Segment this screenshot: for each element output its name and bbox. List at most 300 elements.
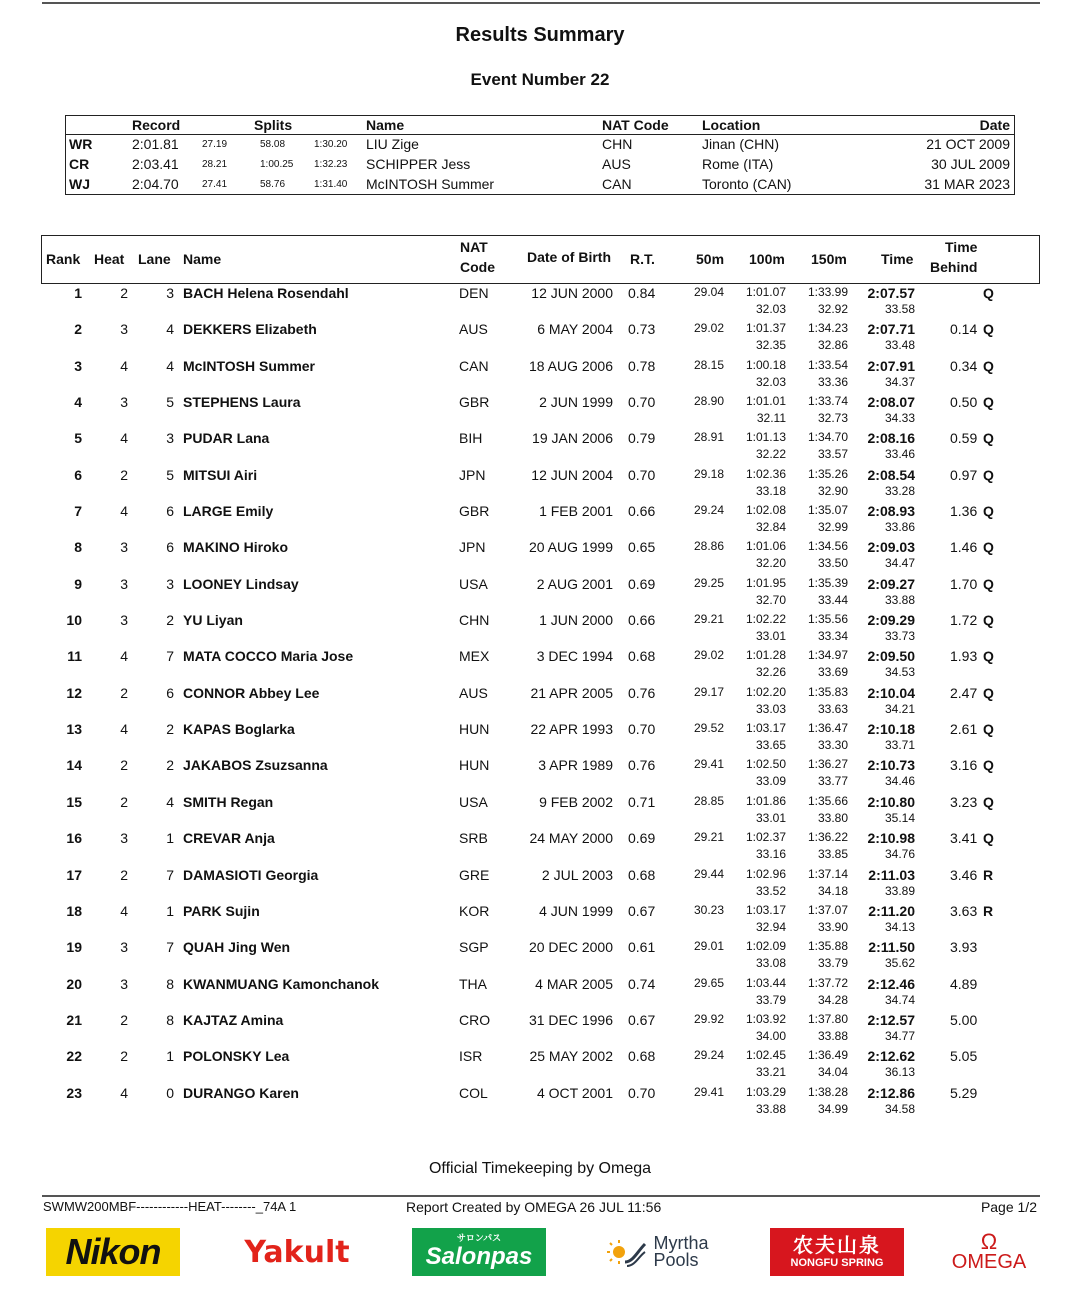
split-150: 1:35.83 xyxy=(807,684,848,699)
date-of-birth: 9 FEB 2002 xyxy=(539,793,613,810)
yakult-logo xyxy=(228,1228,366,1276)
nat-code: COL xyxy=(459,1084,488,1101)
date-of-birth: 2 AUG 2001 xyxy=(536,575,613,592)
split-150-lap: 33.77 xyxy=(817,774,848,789)
final-time: 2:07.71 xyxy=(867,321,915,338)
split-150-lap: 32.99 xyxy=(817,520,848,535)
reaction-time: 0.71 xyxy=(628,793,656,810)
final-lap: 33.28 xyxy=(884,483,915,498)
location-header: Location xyxy=(702,117,761,133)
split-150-lap: 34.28 xyxy=(817,992,848,1007)
split-100-lap: 32.94 xyxy=(755,919,786,934)
heat-cell: 4 xyxy=(120,648,128,665)
final-time: 2:10.73 xyxy=(867,757,915,774)
final-lap: 34.13 xyxy=(884,919,915,934)
nat-code: SRB xyxy=(459,830,488,847)
rank-cell: 2 xyxy=(74,321,82,338)
split-100: 1:01.95 xyxy=(745,575,786,590)
lane-cell: 8 xyxy=(166,1011,174,1028)
nat-code: SGP xyxy=(459,939,489,956)
heat-cell: 3 xyxy=(120,975,128,992)
date-of-birth: 4 MAR 2005 xyxy=(535,975,613,992)
split-150: 1:35.66 xyxy=(807,793,848,808)
heat-cell: 2 xyxy=(120,793,128,810)
final-time: 2:12.57 xyxy=(867,1011,915,1028)
split-50: 29.92 xyxy=(693,1011,724,1026)
heat-cell: 3 xyxy=(120,830,128,847)
heat-cell: 2 xyxy=(120,466,128,483)
reaction-time: 0.70 xyxy=(628,466,656,483)
record-date: 31 MAR 2023 xyxy=(924,176,1010,192)
athlete-name: CONNOR Abbey Lee xyxy=(183,684,320,701)
athlete-name: SMITH Regan xyxy=(183,793,274,810)
rank-cell: 23 xyxy=(66,1084,82,1101)
split-100: 1:02.22 xyxy=(745,612,786,627)
qualification-mark: Q xyxy=(983,430,994,447)
split-150: 1:35.39 xyxy=(807,575,848,590)
omega-symbol-icon: Ω xyxy=(980,1229,998,1254)
lane-cell: 2 xyxy=(166,721,174,738)
rank-cell: 3 xyxy=(74,357,82,374)
split-100: 1:02.50 xyxy=(745,757,786,772)
final-time: 2:10.04 xyxy=(867,684,915,701)
heat-cell: 3 xyxy=(120,939,128,956)
split-100-lap: 33.21 xyxy=(755,1065,786,1080)
split-150-lap: 33.88 xyxy=(817,1028,848,1043)
split-50: 29.02 xyxy=(693,321,724,336)
split-100: 1:01.86 xyxy=(745,793,786,808)
split-150: 1:36.49 xyxy=(807,1048,848,1063)
lane-cell: 5 xyxy=(166,466,174,483)
nikon-logo xyxy=(46,1228,180,1276)
final-time: 2:08.93 xyxy=(867,503,915,520)
split-50: 29.65 xyxy=(693,975,724,990)
name-header: Name xyxy=(366,117,405,133)
record-location: Rome (ITA) xyxy=(702,156,774,172)
split-100-lap: 33.01 xyxy=(755,810,786,825)
lane-cell: 3 xyxy=(166,285,174,301)
heat-cell: 4 xyxy=(120,902,128,919)
heat-cell: 4 xyxy=(120,721,128,738)
result-row xyxy=(41,755,1040,791)
results-header xyxy=(41,235,1040,284)
record-date: 30 JUL 2009 xyxy=(931,156,1010,172)
date-of-birth: 4 OCT 2001 xyxy=(536,1084,613,1101)
page-title: Results Summary xyxy=(455,24,625,46)
split-100: 1:02.45 xyxy=(745,1048,786,1063)
lane-cell: 6 xyxy=(166,539,174,556)
final-time: 2:08.07 xyxy=(867,394,915,411)
record-split-150: 1:30.20 xyxy=(314,139,348,150)
reaction-time: 0.76 xyxy=(628,684,656,701)
split-100-lap: 32.20 xyxy=(755,556,786,571)
omega-logo-text: OMEGA xyxy=(951,1251,1027,1273)
date-of-birth: 6 MAY 2004 xyxy=(537,321,613,338)
qualification-mark: Q xyxy=(983,394,994,411)
result-row xyxy=(41,610,1040,646)
final-lap: 34.77 xyxy=(884,1028,915,1043)
final-lap: 34.76 xyxy=(884,847,915,862)
rank-cell: 8 xyxy=(74,539,82,556)
split-100-lap: 32.84 xyxy=(755,520,786,535)
split-50: 29.44 xyxy=(693,866,724,881)
split-150-lap: 33.36 xyxy=(817,374,848,389)
split-150-lap: 34.04 xyxy=(817,1065,848,1080)
split-150-lap: 33.80 xyxy=(817,810,848,825)
final-time: 2:09.50 xyxy=(867,648,915,665)
nongfu-en-text: NONGFU SPRING xyxy=(790,1257,884,1269)
split-150-lap: 32.73 xyxy=(817,411,848,426)
splits-header: Splits xyxy=(254,117,293,133)
nat-code: MEX xyxy=(459,648,490,665)
final-time: 2:09.27 xyxy=(867,575,915,592)
date-of-birth: 25 MAY 2002 xyxy=(529,1048,613,1065)
record-type: WJ xyxy=(69,176,90,192)
result-row xyxy=(41,974,1040,1010)
rank-cell: 21 xyxy=(66,1011,82,1028)
time-behind: 3.93 xyxy=(950,939,978,956)
result-row xyxy=(41,937,1040,973)
split-50: 29.17 xyxy=(693,684,724,699)
split-100: 1:03.44 xyxy=(745,975,786,990)
report-created: Report Created by OMEGA 26 JUL 11:56 xyxy=(406,1199,662,1215)
time-behind: 0.50 xyxy=(950,394,978,411)
rank-cell: 20 xyxy=(66,975,82,992)
nat-code: CRO xyxy=(459,1011,491,1028)
split-150-lap: 32.86 xyxy=(817,338,848,353)
split-150: 1:34.97 xyxy=(807,648,848,663)
split-50: 28.91 xyxy=(693,430,724,445)
final-lap: 33.48 xyxy=(884,338,915,353)
reaction-time: 0.68 xyxy=(628,648,656,665)
split-100-lap: 32.70 xyxy=(755,592,786,607)
athlete-name: QUAH Jing Wen xyxy=(183,939,291,956)
split-100-lap: 33.09 xyxy=(755,774,786,789)
split-150: 1:36.22 xyxy=(807,830,848,845)
qualification-mark: Q xyxy=(983,539,994,556)
athlete-name: POLONSKY Lea xyxy=(183,1048,290,1065)
result-row xyxy=(41,792,1040,828)
split-150: 1:37.72 xyxy=(807,975,848,990)
rank-cell: 17 xyxy=(66,866,82,883)
split-150: 1:35.88 xyxy=(807,939,848,954)
rank-cell: 4 xyxy=(74,394,82,411)
qualification-mark: Q xyxy=(983,466,994,483)
time-behind: 2.47 xyxy=(950,684,978,701)
athlete-name: DEKKERS Elizabeth xyxy=(183,321,317,338)
nat-code: GBR xyxy=(459,394,490,411)
final-time: 2:09.03 xyxy=(867,539,915,556)
split-50: 29.25 xyxy=(693,575,724,590)
date-of-birth: 19 JAN 2006 xyxy=(532,430,613,447)
final-lap: 33.88 xyxy=(884,592,915,607)
date-of-birth: 3 DEC 1994 xyxy=(536,648,613,665)
split-50: 29.24 xyxy=(693,503,724,518)
final-time: 2:10.98 xyxy=(867,830,915,847)
split-150: 1:33.54 xyxy=(807,357,848,372)
omega-logo xyxy=(944,1228,1034,1276)
lane-cell: 8 xyxy=(166,975,174,992)
result-row xyxy=(41,356,1040,392)
heat-cell: 4 xyxy=(120,357,128,374)
qualification-mark: Q xyxy=(983,503,994,520)
split-50: 28.85 xyxy=(693,793,724,808)
athlete-name: DAMASIOTI Georgia xyxy=(183,866,319,883)
athlete-name: BACH Helena Rosendahl xyxy=(183,285,349,301)
behind-header-1: Time xyxy=(945,239,978,255)
final-time: 2:07.91 xyxy=(867,357,915,374)
athlete-name: PARK Sujin xyxy=(183,902,260,919)
final-lap: 35.62 xyxy=(884,956,915,971)
split-50: 29.24 xyxy=(693,1048,724,1063)
result-row xyxy=(41,865,1040,901)
top-rule xyxy=(42,2,1040,4)
athlete-name: YU Liyan xyxy=(183,612,243,629)
qualification-mark: Q xyxy=(983,285,994,301)
athlete-name: McINTOSH Summer xyxy=(183,357,315,374)
result-row xyxy=(41,1010,1040,1046)
split-100-lap: 32.03 xyxy=(755,302,786,316)
rank-header: Rank xyxy=(46,251,81,267)
myrtha-pools-logo xyxy=(590,1228,726,1276)
nongfu-cn-text: 农夫山泉 xyxy=(793,1235,881,1257)
date-of-birth: 22 APR 1993 xyxy=(530,721,613,738)
record-header: Record xyxy=(132,117,181,133)
heat-cell: 3 xyxy=(120,612,128,629)
final-lap: 35.14 xyxy=(884,810,915,825)
date-of-birth: 18 AUG 2006 xyxy=(528,357,613,374)
lane-header: Lane xyxy=(138,251,171,267)
split-150: 1:34.56 xyxy=(807,539,848,554)
split-100-lap: 33.03 xyxy=(755,701,786,716)
lane-cell: 0 xyxy=(166,1084,174,1101)
rank-cell: 14 xyxy=(66,757,82,774)
split-50: 29.52 xyxy=(693,721,724,736)
lane-cell: 4 xyxy=(166,793,174,810)
split-100-lap: 33.65 xyxy=(755,738,786,753)
split-100: 1:01.07 xyxy=(745,285,786,299)
rt-header: R.T. xyxy=(630,251,655,267)
date-of-birth: 21 APR 2005 xyxy=(530,684,613,701)
split-100-lap: 32.35 xyxy=(755,338,786,353)
nat-code: DEN xyxy=(459,285,489,301)
split-100: 1:02.09 xyxy=(745,939,786,954)
final-time: 2:08.16 xyxy=(867,430,915,447)
time-behind: 2.61 xyxy=(950,721,978,738)
split-100: 1:00.18 xyxy=(745,357,786,372)
myrtha-sun-icon xyxy=(607,1232,647,1272)
record-date: 21 OCT 2009 xyxy=(926,136,1010,152)
record-split-100: 58.76 xyxy=(260,179,286,190)
date-of-birth: 3 APR 1989 xyxy=(538,757,613,774)
final-time: 2:07.57 xyxy=(867,285,915,301)
lane-cell: 1 xyxy=(166,1048,174,1065)
nat-code: HUN xyxy=(459,757,490,774)
split-100-lap: 32.26 xyxy=(755,665,786,680)
final-lap: 33.58 xyxy=(884,302,915,316)
final-time: 2:12.62 xyxy=(867,1048,915,1065)
rank-cell: 22 xyxy=(66,1048,82,1065)
athlete-name: DURANGO Karen xyxy=(183,1084,299,1101)
split-100-lap: 32.03 xyxy=(755,374,786,389)
split-100: 1:03.29 xyxy=(745,1084,786,1099)
split-50: 29.21 xyxy=(693,612,724,627)
date-of-birth: 12 JUN 2004 xyxy=(531,466,613,483)
split-50: 28.15 xyxy=(693,357,724,372)
rank-cell: 12 xyxy=(66,684,82,701)
nat-code: AUS xyxy=(459,684,488,701)
athlete-name: LOONEY Lindsay xyxy=(183,575,299,592)
time-behind: 5.05 xyxy=(950,1048,978,1065)
nat-code: KOR xyxy=(459,902,490,919)
footer-rule xyxy=(42,1195,1040,1197)
split-150-lap: 33.30 xyxy=(817,738,848,753)
split-150: 1:36.27 xyxy=(807,757,848,772)
lane-cell: 7 xyxy=(166,866,174,883)
qualification-mark: Q xyxy=(983,757,994,774)
split-150-lap: 33.69 xyxy=(817,665,848,680)
nat-code: CHN xyxy=(459,612,490,629)
record-nat: CAN xyxy=(602,176,632,192)
qualification-mark: Q xyxy=(983,684,994,701)
record-nat: AUS xyxy=(602,156,631,172)
reaction-time: 0.67 xyxy=(628,1011,656,1028)
result-row xyxy=(41,319,1040,355)
reaction-time: 0.69 xyxy=(628,830,656,847)
rank-cell: 7 xyxy=(74,503,82,520)
date-of-birth: 24 MAY 2000 xyxy=(529,830,613,847)
rank-cell: 18 xyxy=(66,902,82,919)
split-100: 1:01.28 xyxy=(745,648,786,663)
athlete-name: KAJTAZ Amina xyxy=(183,1011,284,1028)
lane-cell: 2 xyxy=(166,757,174,774)
record-time: 2:04.70 xyxy=(132,176,179,192)
nat-code: AUS xyxy=(459,321,488,338)
lane-cell: 3 xyxy=(166,575,174,592)
split-150-lap: 33.90 xyxy=(817,919,848,934)
split-100-lap: 33.79 xyxy=(755,992,786,1007)
split-50: 30.23 xyxy=(693,902,724,917)
rank-cell: 13 xyxy=(66,721,82,738)
behind-header-2: Behind xyxy=(930,259,978,275)
rank-cell: 10 xyxy=(66,612,82,629)
heat-cell: 3 xyxy=(120,394,128,411)
athlete-name: KWANMUANG Kamonchanok xyxy=(183,975,380,992)
qualification-mark: R xyxy=(983,902,994,919)
qualification-mark: Q xyxy=(983,721,994,738)
final-lap: 34.37 xyxy=(884,374,915,389)
split-150: 1:35.26 xyxy=(807,466,848,481)
reaction-time: 0.74 xyxy=(628,975,656,992)
qualification-mark: Q xyxy=(983,357,994,374)
split-100: 1:02.20 xyxy=(745,684,786,699)
records-header xyxy=(66,116,1014,135)
split50-header: 50m xyxy=(696,251,725,267)
final-time: 2:11.20 xyxy=(868,902,915,919)
lane-cell: 7 xyxy=(166,939,174,956)
split-150: 1:37.14 xyxy=(807,866,848,881)
nat-code: CAN xyxy=(459,357,489,374)
time-behind: 0.14 xyxy=(950,321,978,338)
record-row xyxy=(66,175,1014,195)
split-100: 1:02.08 xyxy=(745,503,786,518)
record-split-50: 27.41 xyxy=(202,179,228,190)
nat-code: USA xyxy=(459,575,488,592)
reaction-time: 0.61 xyxy=(628,939,656,956)
final-lap: 33.71 xyxy=(884,738,915,753)
records-table xyxy=(65,115,1015,195)
time-behind: 4.89 xyxy=(950,975,978,992)
nat-code: JPN xyxy=(459,539,486,556)
split-150: 1:37.07 xyxy=(807,902,848,917)
nat-code: JPN xyxy=(459,466,486,483)
lane-cell: 2 xyxy=(166,612,174,629)
split-100: 1:02.37 xyxy=(745,830,786,845)
result-row xyxy=(41,283,1040,319)
reaction-time: 0.79 xyxy=(628,430,656,447)
date-of-birth: 1 FEB 2001 xyxy=(539,503,613,520)
time-behind: 0.59 xyxy=(950,430,978,447)
heat-cell: 2 xyxy=(120,684,128,701)
nat-code: USA xyxy=(459,793,488,810)
split-150-lap: 32.92 xyxy=(817,302,848,316)
split-50: 29.41 xyxy=(693,1084,724,1099)
qualification-mark: Q xyxy=(983,575,994,592)
reaction-time: 0.69 xyxy=(628,575,656,592)
rank-cell: 5 xyxy=(74,430,82,447)
qualification-mark: R xyxy=(983,866,994,883)
qualification-mark: Q xyxy=(983,612,994,629)
record-type: CR xyxy=(69,156,90,172)
time-behind: 0.97 xyxy=(950,466,978,483)
date-of-birth: 31 DEC 1996 xyxy=(528,1011,613,1028)
pools-text: Pools xyxy=(653,1250,699,1270)
split-100: 1:01.37 xyxy=(745,321,786,336)
dob-header: Date of Birth xyxy=(527,249,611,265)
athlete-name: LARGE Emily xyxy=(183,503,274,520)
rank-cell: 9 xyxy=(74,575,82,592)
split-100-lap: 33.18 xyxy=(755,483,786,498)
heat-cell: 2 xyxy=(120,285,128,301)
reaction-time: 0.70 xyxy=(628,721,656,738)
final-lap: 34.58 xyxy=(884,1101,915,1116)
reaction-time: 0.68 xyxy=(628,1048,656,1065)
salonpas-logo xyxy=(412,1228,546,1276)
salonpas-jp-text: サロンパス xyxy=(456,1232,502,1243)
result-row xyxy=(41,1046,1040,1082)
final-time: 2:08.54 xyxy=(867,466,915,483)
split-150-lap: 32.90 xyxy=(817,483,848,498)
result-row xyxy=(41,1083,1040,1119)
date-of-birth: 1 JUN 2000 xyxy=(539,612,613,629)
record-location: Toronto (CAN) xyxy=(702,176,792,192)
heat-cell: 3 xyxy=(120,321,128,338)
record-split-100: 1:00.25 xyxy=(260,159,294,170)
time-behind: 1.93 xyxy=(950,648,978,665)
page-number: Page 1/2 xyxy=(980,1199,1037,1215)
reaction-time: 0.68 xyxy=(628,866,656,883)
time-behind: 3.41 xyxy=(950,830,978,847)
nat-code: HUN xyxy=(459,721,490,738)
result-row xyxy=(41,392,1040,428)
final-lap: 34.74 xyxy=(884,992,915,1007)
time-behind: 5.29 xyxy=(950,1084,978,1101)
split-50: 28.86 xyxy=(693,539,724,554)
rank-cell: 16 xyxy=(66,830,82,847)
myrtha-text: Myrtha xyxy=(653,1233,709,1253)
time-behind: 1.72 xyxy=(950,612,978,629)
record-row xyxy=(66,155,1014,175)
